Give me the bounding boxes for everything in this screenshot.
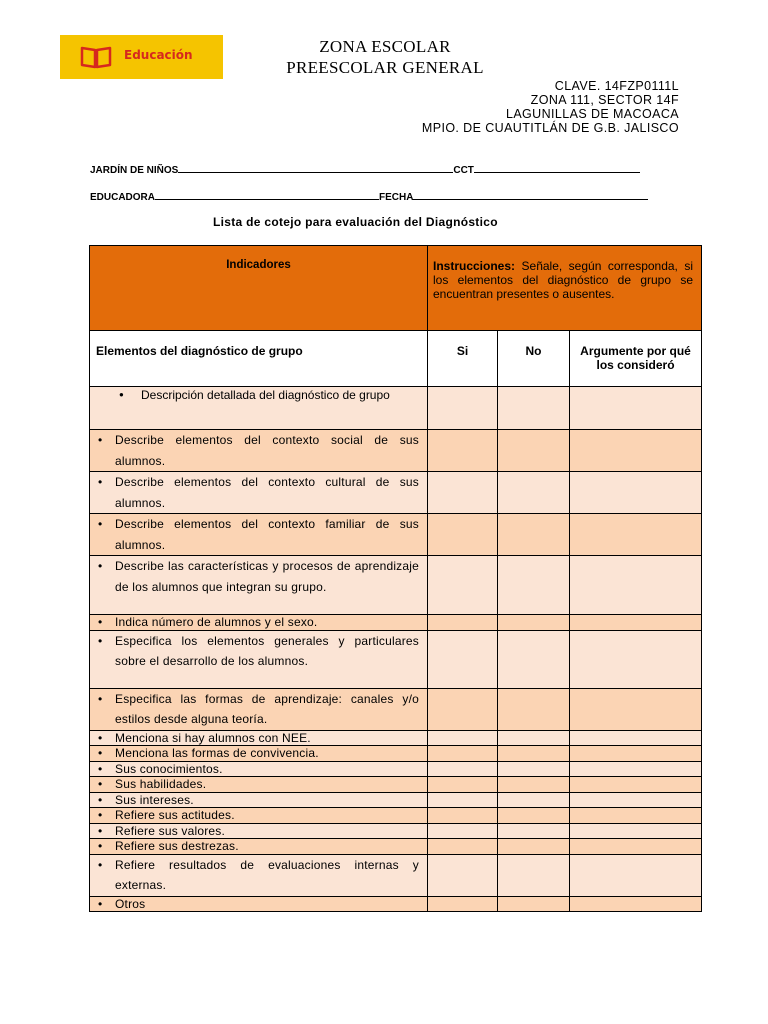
education-logo <box>60 35 223 79</box>
item-label: • Refiere sus actitudes. <box>90 808 419 823</box>
table-row <box>90 777 702 793</box>
no-cell[interactable] <box>498 777 570 793</box>
header-title-line2: PREESCOLAR GENERAL <box>286 58 484 77</box>
argument-cell[interactable] <box>570 630 702 688</box>
instrucciones-label: Instrucciones: <box>433 259 516 273</box>
argument-cell[interactable] <box>570 761 702 777</box>
table-row <box>90 472 702 514</box>
argument-cell[interactable] <box>570 514 702 556</box>
item-label: • Especifica las formas de aprendizaje: canales y/o estilos desde alguna teoría. <box>90 689 419 730</box>
item-label: • Refiere sus destrezas. <box>90 839 419 854</box>
book-icon <box>80 45 112 69</box>
si-cell[interactable] <box>428 823 498 839</box>
table-row <box>90 746 702 762</box>
si-cell[interactable] <box>428 761 498 777</box>
educadora-field-row <box>90 190 648 203</box>
no-cell[interactable] <box>498 808 570 824</box>
jardin-label: JARDÍN DE NIÑOS <box>90 165 179 176</box>
item-label: • Describe elementos del contexto familiar de sus alumnos. <box>90 514 419 555</box>
no-cell[interactable] <box>498 615 570 631</box>
argument-cell[interactable] <box>570 430 702 472</box>
si-cell[interactable] <box>428 556 498 615</box>
item-label: • Describe elementos del contexto social de sus alumnos. <box>90 430 419 471</box>
item-label: • Refiere resultados de evaluaciones internas y externas. <box>90 855 419 896</box>
item-label: • Otros <box>90 897 419 912</box>
no-cell[interactable] <box>498 839 570 855</box>
address-line: ZONA 111, SECTOR 14F <box>530 93 679 107</box>
argument-cell[interactable] <box>570 556 702 615</box>
cct-label: CCT <box>453 165 474 176</box>
table-row <box>90 514 702 556</box>
si-cell[interactable] <box>428 896 498 912</box>
col-si: Si <box>428 331 498 387</box>
argument-cell[interactable] <box>570 615 702 631</box>
argument-cell[interactable] <box>570 808 702 824</box>
si-cell[interactable] <box>428 630 498 688</box>
fecha-blank[interactable] <box>413 190 648 200</box>
argument-cell[interactable] <box>570 472 702 514</box>
table-header-row <box>90 246 702 331</box>
no-cell[interactable] <box>498 630 570 688</box>
address-line: LAGUNILLAS DE MACOACA <box>505 107 679 121</box>
item-label: • Menciona si hay alumnos con NEE. <box>90 731 419 746</box>
table-row <box>90 792 702 808</box>
item-label: • Especifica los elementos generales y particulares sobre el desarrollo de los alumnos. <box>90 631 419 672</box>
table-row <box>90 730 702 746</box>
table-row <box>90 387 702 430</box>
no-cell[interactable] <box>498 387 570 430</box>
item-label: ● Descripción detallada del diagnóstico de grupo <box>90 388 419 402</box>
no-cell[interactable] <box>498 430 570 472</box>
item-label: • Sus conocimientos. <box>90 762 419 777</box>
table-row <box>90 808 702 824</box>
argument-cell[interactable] <box>570 839 702 855</box>
educadora-blank[interactable] <box>155 190 379 200</box>
column-header-row <box>90 331 702 387</box>
item-label: • Describe elementos del contexto cultural de sus alumnos. <box>90 472 419 513</box>
table-row <box>90 630 702 688</box>
table-row <box>90 896 702 912</box>
item-label: • Describe las características y procesos de aprendizaje de los alumnos que integran su grupo. <box>90 556 419 597</box>
col-no: No <box>498 331 570 387</box>
table-row <box>90 839 702 855</box>
si-cell[interactable] <box>428 615 498 631</box>
argument-cell[interactable] <box>570 896 702 912</box>
argument-cell[interactable] <box>570 823 702 839</box>
educadora-label: EDUCADORA <box>90 192 155 203</box>
no-cell[interactable] <box>498 792 570 808</box>
no-cell[interactable] <box>498 896 570 912</box>
no-cell[interactable] <box>498 688 570 730</box>
si-cell[interactable] <box>428 746 498 762</box>
argument-cell[interactable] <box>570 746 702 762</box>
si-cell[interactable] <box>428 514 498 556</box>
jardin-field-row <box>90 163 640 176</box>
argument-cell[interactable] <box>570 387 702 430</box>
address-line: MPIO. DE CUAUTITLÁN DE G.B. JALISCO <box>421 121 679 135</box>
col-elementos: Elementos del diagnóstico de grupo <box>90 331 428 387</box>
argument-cell[interactable] <box>570 792 702 808</box>
si-cell[interactable] <box>428 777 498 793</box>
si-cell[interactable] <box>428 808 498 824</box>
no-cell[interactable] <box>498 761 570 777</box>
si-cell[interactable] <box>428 839 498 855</box>
table-row <box>90 615 702 631</box>
instrucciones-text: Señale, según corresponda, si los elementos del diagnóstico de grupo se encuentran presentes o ausentes. <box>433 259 694 301</box>
no-cell[interactable] <box>498 472 570 514</box>
no-cell[interactable] <box>498 746 570 762</box>
no-cell[interactable] <box>498 730 570 746</box>
no-cell[interactable] <box>498 556 570 615</box>
cct-blank[interactable] <box>474 163 640 173</box>
si-cell[interactable] <box>428 730 498 746</box>
list-title: Lista de cotejo para evaluación del Diagnóstico <box>213 215 498 229</box>
no-cell[interactable] <box>498 823 570 839</box>
item-label: • Indica número de alumnos y el sexo. <box>90 615 419 630</box>
indicadores-header: Indicadores <box>90 246 428 331</box>
table-row <box>90 854 702 896</box>
argument-cell[interactable] <box>570 854 702 896</box>
logo-text: Educación <box>124 48 193 62</box>
si-cell[interactable] <box>428 792 498 808</box>
jardin-blank[interactable] <box>178 163 453 173</box>
item-label: • Sus habilidades. <box>90 777 419 792</box>
item-label: • Refiere sus valores. <box>90 824 419 839</box>
table-row <box>90 688 702 730</box>
table-row <box>90 823 702 839</box>
si-cell[interactable] <box>428 387 498 430</box>
checklist-table <box>89 245 702 912</box>
header-title-line1: ZONA ESCOLAR <box>319 37 451 56</box>
col-argumente: Argumente por qué los consideró <box>570 331 702 387</box>
no-cell[interactable] <box>498 854 570 896</box>
si-cell[interactable] <box>428 688 498 730</box>
address-line: CLAVE. 14FZP0111L <box>554 79 679 93</box>
si-cell[interactable] <box>428 430 498 472</box>
si-cell[interactable] <box>428 854 498 896</box>
argument-cell[interactable] <box>570 730 702 746</box>
no-cell[interactable] <box>498 514 570 556</box>
argument-cell[interactable] <box>570 688 702 730</box>
item-label: • Sus intereses. <box>90 793 419 808</box>
table-row <box>90 430 702 472</box>
table-row <box>90 761 702 777</box>
argument-cell[interactable] <box>570 777 702 793</box>
si-cell[interactable] <box>428 472 498 514</box>
fecha-label: FECHA <box>379 192 414 203</box>
table-row <box>90 556 702 615</box>
instrucciones-header <box>428 246 702 331</box>
item-label: • Menciona las formas de convivencia. <box>90 746 419 761</box>
